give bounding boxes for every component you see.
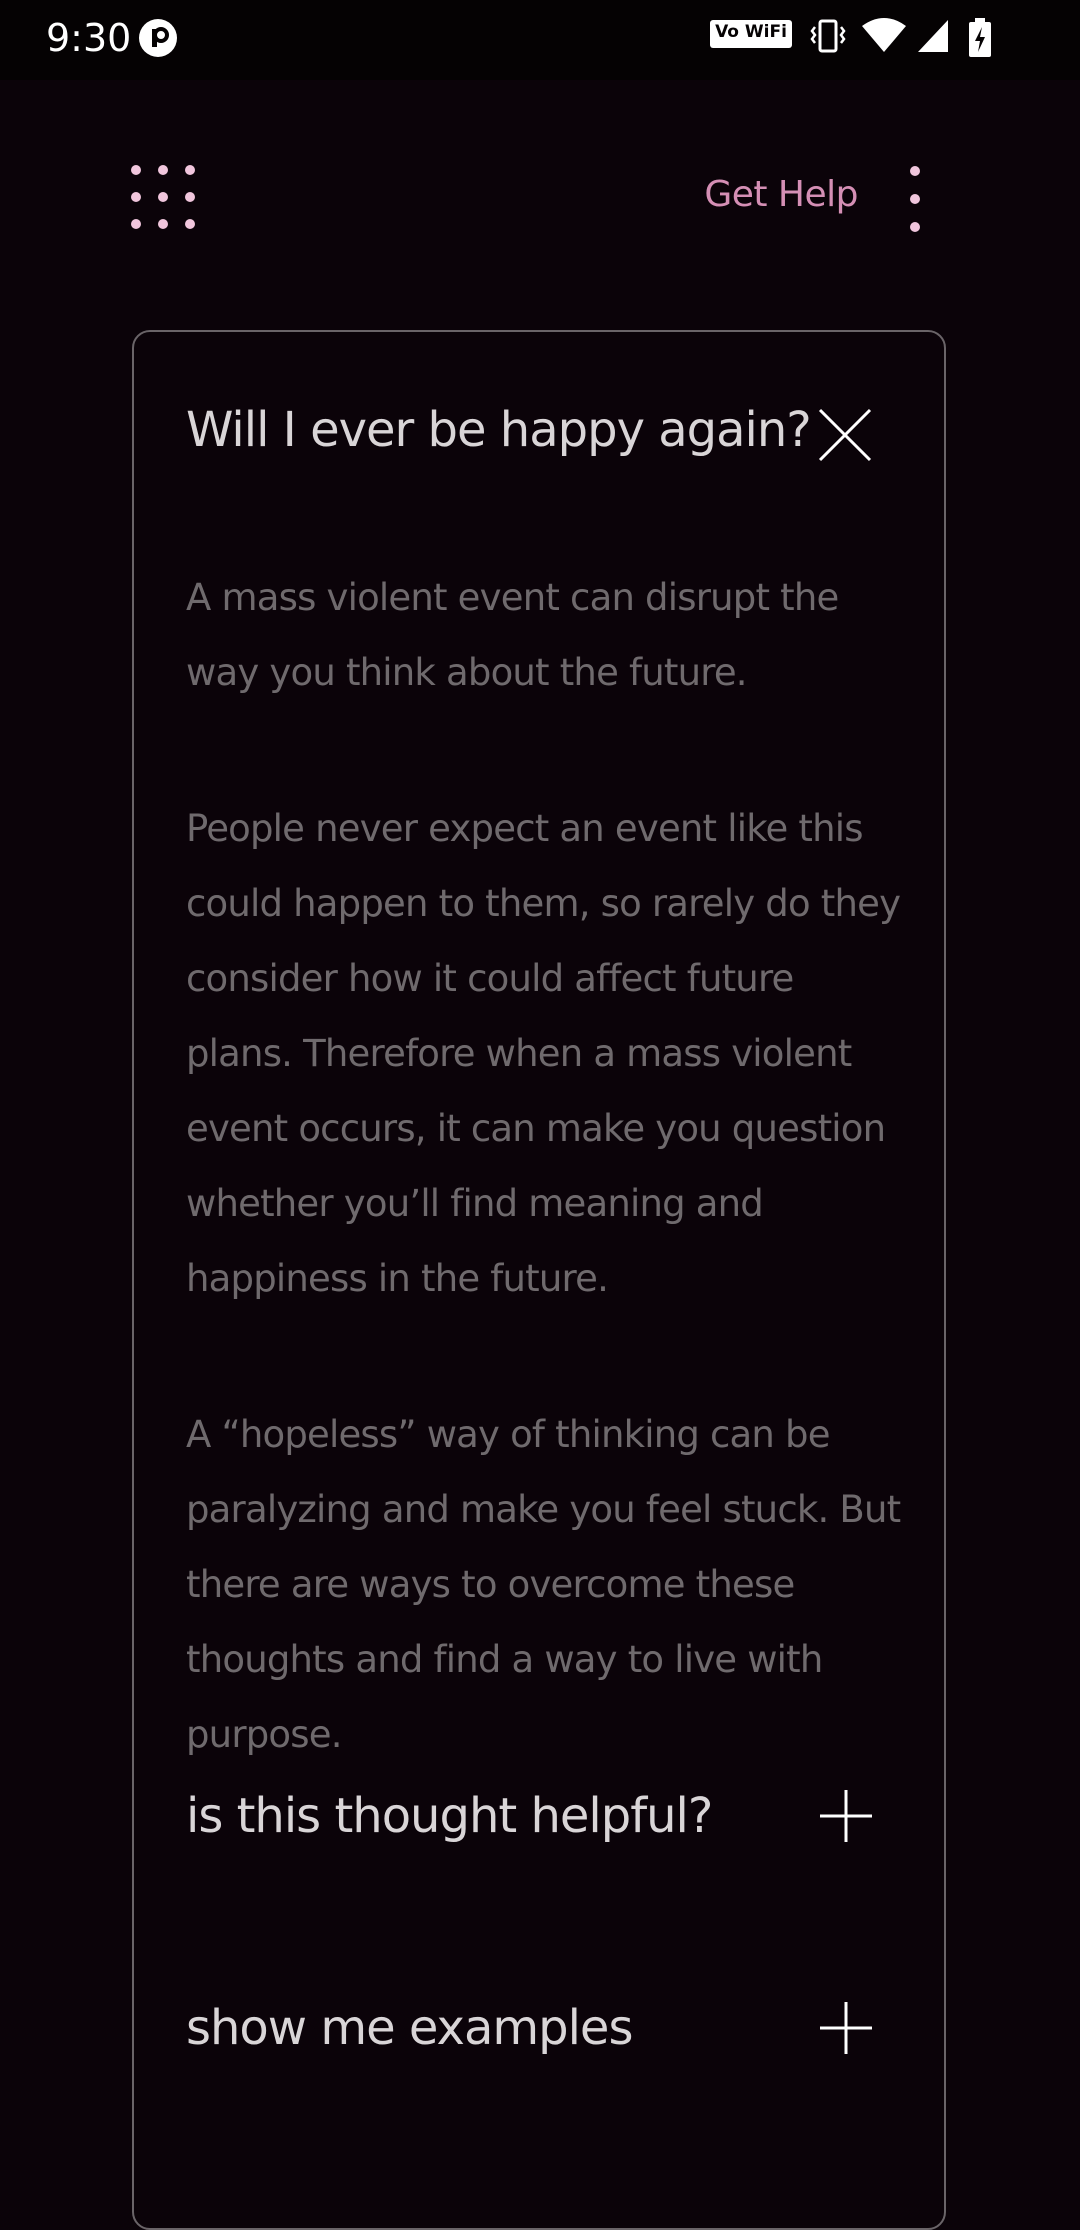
paragraph: People never expect an event like this could happen to them, so rarely do they consider how it could affect future plans. Therefore when a mass violent event occurs, it can make you question whether you’ll find meaning and happiness in the future. [186,807,901,1300]
wifi-icon [860,18,908,54]
plus-icon[interactable] [818,2000,874,2056]
get-help-link[interactable]: Get Help [704,174,858,215]
status-time: 9:30 [46,16,132,60]
paragraph: A “hopeless” way of thinking can be paralyzing and make you feel stuck. But there are ways to overcome these thoughts and find a way to live with purpose. [186,1413,901,1756]
top-app-bar [0,150,1080,250]
card-body [186,560,906,1853]
accordion-label: show me examples [186,2000,633,2056]
thought-card [132,330,946,2230]
card-title: Will I ever be happy again? [186,402,811,458]
paragraph: A mass violent event can disrupt the way you think about the future. [186,576,839,694]
accordion-thought-helpful[interactable] [186,1772,886,1862]
vowifi-label: Vo WiFi [715,22,787,42]
close-icon[interactable] [818,408,872,462]
battery-charging-icon [968,18,992,58]
cellular-signal-icon [916,18,950,54]
vertical-dots-icon[interactable] [906,164,924,234]
app-notification-icon [138,18,178,58]
accordion-show-examples[interactable] [186,1984,886,2074]
vibrate-icon [810,18,846,54]
plus-icon[interactable] [818,1788,874,1844]
accordion-label: is this thought helpful? [186,1788,713,1844]
grid-dots-icon[interactable] [128,162,198,232]
status-bar [0,0,1080,80]
